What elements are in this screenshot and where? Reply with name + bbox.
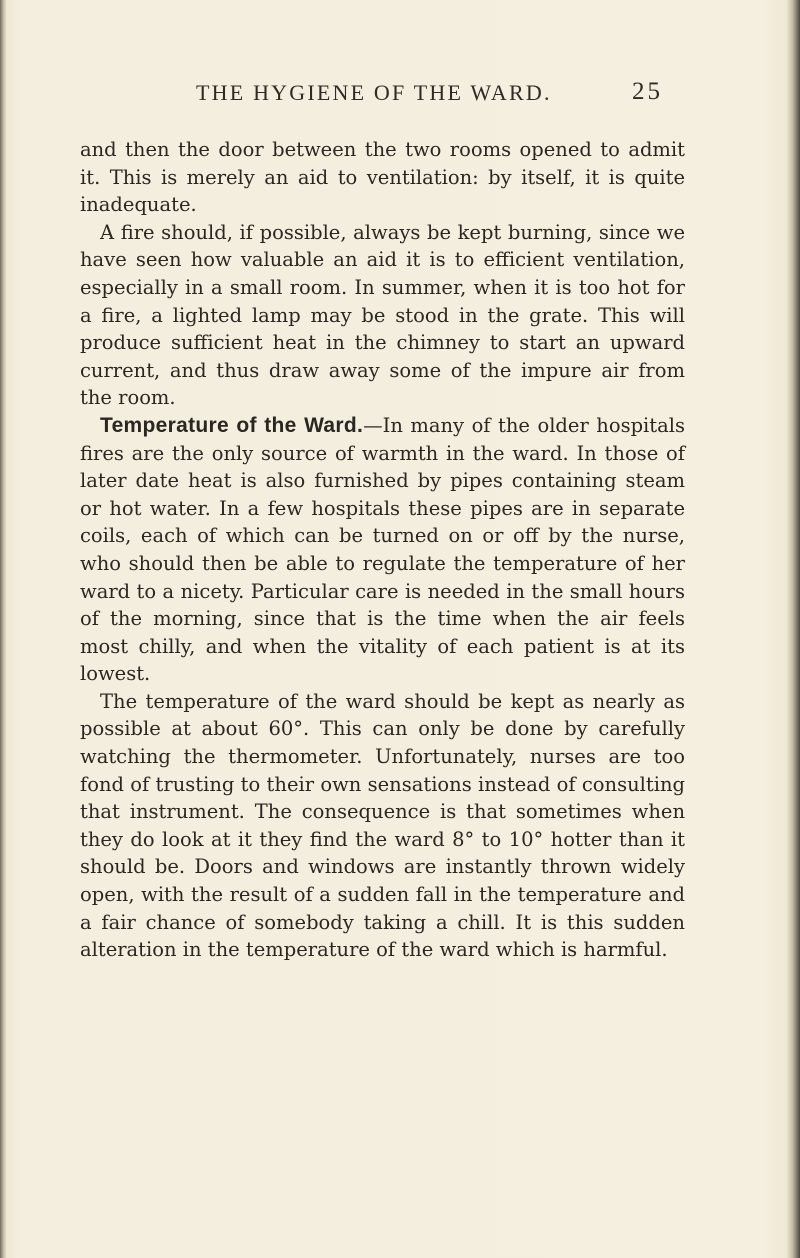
running-title: THE HYGIENE OF THE WARD. bbox=[196, 80, 552, 105]
paragraph-fire: A fire should, if possible, always be kept burning, since we have seen how valuable an aid it is to efficient ventilation, especially in a small room. In summer, when it is too hot for a fire, a lighted lamp may be stood in the grate. This will produce sufficient heat in the chimney to start an upward current, and thus draw away some of the impure air from the room. bbox=[80, 220, 685, 410]
section-heading: Temperature of the Ward. bbox=[100, 413, 364, 437]
paragraph-thermometer: The temperature of the ward should be kept as nearly as possible at about 60°. This can only be done by carefully watching the thermometer. Unfortunately, nurses are too fond of trusting to their own sensations instead of consulting that instrument. The consequence is that sometimes when they do look at it they find the ward 8° to 10° hotter than it should be. Doors and windows are instantly thrown widely open, with the result of a sudden fall in the temperature and a fair chance of somebody taking a chill. It is this sudden alteration in the temperature of the ward which is harmful. bbox=[80, 689, 685, 962]
paragraph-temperature-text: —In many of the older hospitals fires are the only source of warmth in the ward. In those of later date heat is also furnished by pipes containing steam or hot water. In a few hospitals these pipes are in separate coils, each of which can be turned on or off by the nurse, who should then be able to regulate the temperature of her ward to a nicety. Particular care is needed in the small hours of the morning, since that is the time when the air feels most chilly, and when the vitality of each patient is at its lowest. bbox=[80, 413, 685, 686]
page-left-edge bbox=[0, 0, 6, 1258]
page-number: 25 bbox=[632, 78, 663, 105]
paragraph-temperature bbox=[80, 412, 685, 688]
paragraph-continued: and then the door between the two rooms opened to admit it. This is merely an aid to ventilation: by itself, it is quite inadequate. bbox=[80, 138, 685, 217]
body-text bbox=[80, 136, 685, 964]
page-right-edge bbox=[786, 0, 800, 1258]
running-head bbox=[0, 80, 800, 110]
